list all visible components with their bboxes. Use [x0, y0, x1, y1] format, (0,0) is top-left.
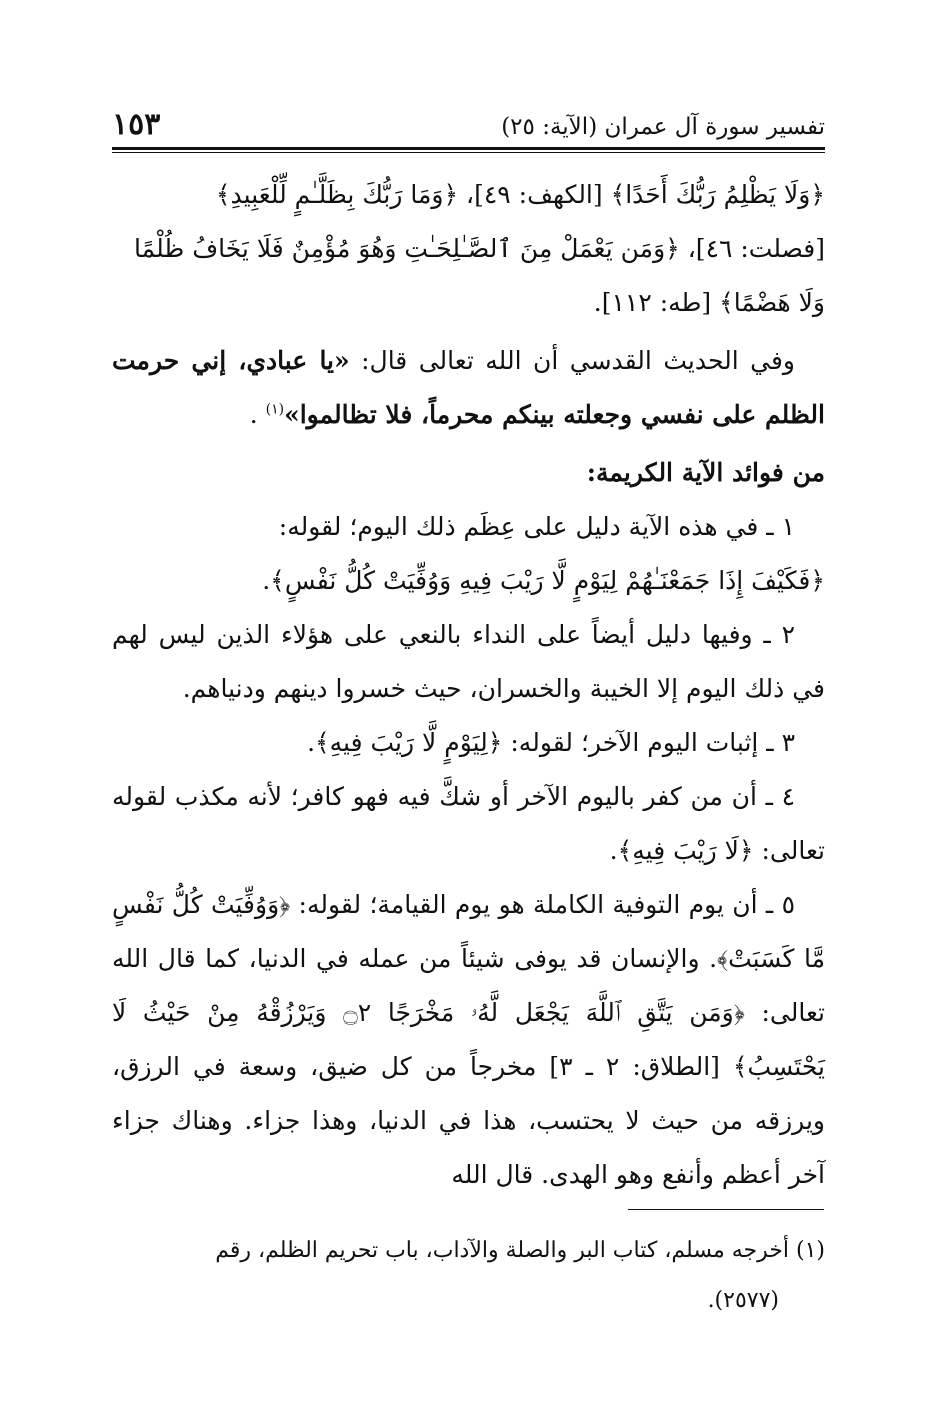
section-heading: من فوائد الآية الكريمة: — [586, 458, 825, 487]
main-text — [112, 168, 825, 1202]
footnote-line-2: (٢٥٧٧). — [707, 1288, 779, 1313]
benefit-5: ٥ ـ أن يوم التوفية الكاملة هو يوم القيامة؛ لقوله: ﴿وَوُفِّيَتْ كُلُّ نَفْسٍ مَّا كَسَبَتْ﴾. والإنسان قد يوفى شيئاً من عمله في الدنيا، كما قال الله تعالى: ﴿وَمَن يَتَّقِ ٱللَّهَ يَجْعَل لَّهُۥ مَخْرَجًا ۝٢ وَيَرْزُقْهُ مِنْ حَيْثُ لَا يَحْتَسِبُ﴾ [الطلاق: ٢ ـ ٣] مخرجاً من كل ضيق، وسعة في الرزق، ويرزقه من حيث لا يحتسب، هذا في الدنيا، وهذا جزاء. وهناك جزاء آخر أعظم وأنفع وهو الهدى. قال الله — [112, 890, 826, 1189]
header-rule — [112, 147, 825, 150]
page-header — [112, 98, 825, 142]
hadith-paragraph — [112, 334, 825, 442]
footnote-line-1: (١) أخرجه مسلم، كتاب البر والصلة والآداب، باب تحريم الظلم، رقم — [215, 1238, 825, 1263]
benefit-3: ٣ ـ إثبات اليوم الآخر؛ لقوله: ﴿لِيَوْمٍ لَّا رَيْبَ فِيهِ﴾. — [307, 728, 795, 757]
page-number: ١٥٣ — [112, 107, 161, 142]
footnote-rule — [628, 1209, 824, 1210]
benefit-4: ٤ ـ أن من كفر باليوم الآخر أو شكَّ فيه فهو كافر؛ لأنه مكذب لقوله تعالى: ﴿لَا رَيْبَ فِيهِ﴾. — [112, 782, 825, 865]
footnote-marker: (١) — [265, 401, 285, 418]
benefit-1-verse: ﴿فَكَيْفَ إِذَا جَمَعْنَـٰهُمْ لِيَوْمٍ لَّا رَيْبَ فِيهِ وَوُفِّيَتْ كُلُّ نَفْسٍ﴾. — [262, 566, 825, 595]
hadith-intro: وفي الحديث القدسي أن الله تعالى قال: — [349, 346, 795, 375]
benefit-2: ٢ ـ وفيها دليل أيضاً على النداء بالنعي على هؤلاء الذين ليس لهم في ذلك اليوم إلا الخيبة والخسران، حيث خسروا دينهم ودنياهم. — [112, 620, 825, 703]
benefit-1: ١ ـ في هذه الآية دليل على عِظَم ذلك اليوم؛ لقوله: — [278, 512, 795, 541]
running-title: تفسير سورة آل عمران (الآية: ٢٥) — [501, 114, 825, 140]
footnote — [112, 1226, 825, 1326]
hadith-end: . — [249, 400, 266, 429]
hadith-quote: «يا عبادي، إني حرمت الظلم على نفسي وجعلته بينكم محرماً، فلا تظالموا» — [112, 346, 825, 429]
header-rule-thin — [112, 152, 825, 153]
verse-line-3: وَلَا هَضْمًا﴾ [طه: ١١٢]. — [593, 288, 825, 317]
verse-line-2: [فصلت: ٤٦]، ﴿وَمَن يَعْمَلْ مِنَ ٱلصَّـٰلِحَـٰتِ وَهُوَ مُؤْمِنٌ فَلَا يَخَافُ ظُلْمًا — [134, 234, 825, 263]
verse-line-1: ﴿وَلَا يَظْلِمُ رَبُّكَ أَحَدًا﴾ [الكهف: ٤٩]، ﴿وَمَا رَبُّكَ بِظَلَّـٰمٍ لِّلْعَبِيدِ﴾ — [215, 180, 825, 209]
